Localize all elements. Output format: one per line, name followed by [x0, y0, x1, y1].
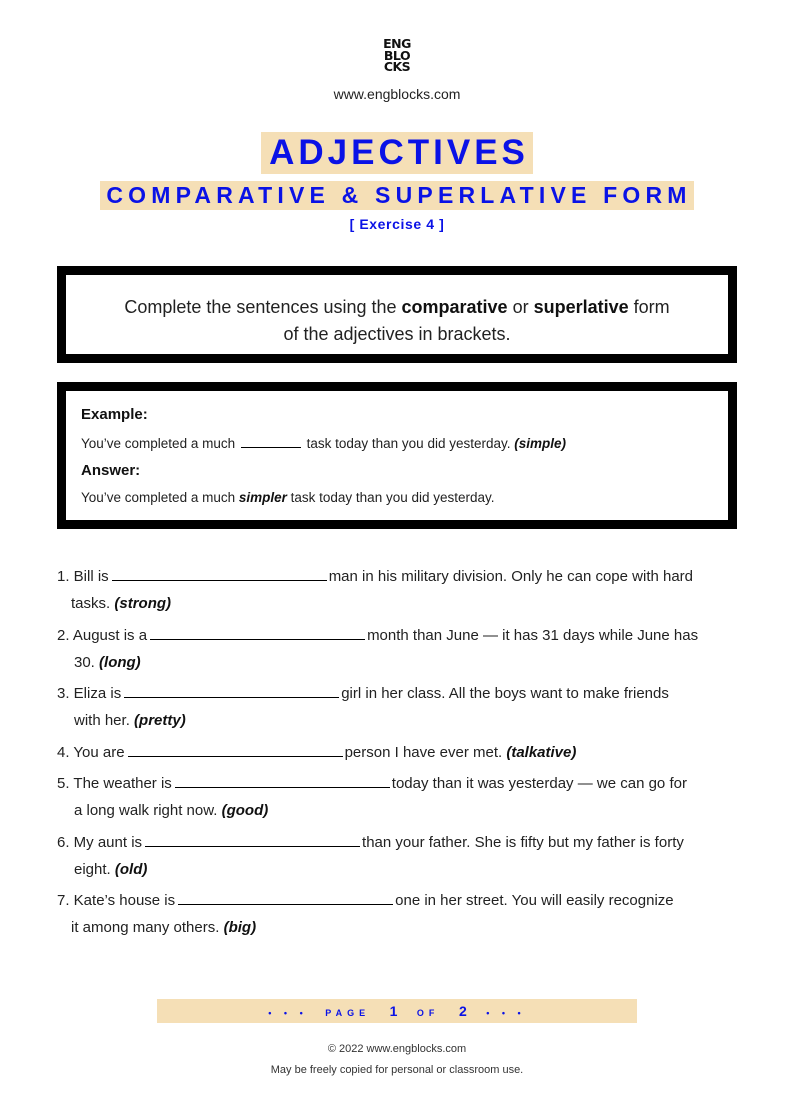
question-text-after: man in his military division. Only he can cope with hard — [328, 568, 694, 585]
footer-of-label: OF — [416, 1008, 440, 1018]
question-hint: (talkative) — [506, 744, 577, 761]
question-text-line2: with her. — [74, 712, 135, 729]
example-after: task today than you did yesterday. — [302, 436, 515, 451]
usage-note: May be freely copied for personal or classroom use. — [270, 1064, 524, 1076]
answer-sentence — [81, 490, 495, 505]
question-text-after: today than it was yesterday — we can go for — [391, 775, 687, 792]
question-text-before: 3. Eliza is — [57, 685, 122, 702]
question-text-after: person I have ever met. — [344, 744, 507, 761]
question-1 — [57, 563, 737, 617]
answer-blank-4[interactable] — [128, 742, 343, 757]
question-hint: (big) — [223, 919, 257, 936]
question-text-before: 1. Bill is — [57, 568, 109, 585]
question-text-after: month than June — it has 31 days while June has — [367, 627, 699, 644]
question-text-before: 7. Kate’s house is — [57, 892, 176, 909]
answer-blank-6[interactable] — [145, 832, 360, 847]
question-text-after: one in her street. You will easily recognize — [395, 892, 674, 909]
answer-blank-5[interactable] — [175, 773, 390, 788]
footer-dots-right: • • • — [486, 1008, 526, 1018]
question-7 — [57, 887, 737, 941]
answer-blank-2[interactable] — [150, 625, 365, 640]
answer-heading: Answer: — [81, 462, 141, 479]
question-text-before: 2. August is a — [57, 627, 148, 644]
engblocks-logo — [372, 38, 422, 73]
question-2 — [57, 622, 737, 676]
example-heading: Example: — [81, 406, 148, 423]
example-blank — [241, 435, 301, 448]
question-text-before: 4. You are — [57, 744, 125, 761]
page-title: ADJECTIVES — [261, 132, 533, 174]
question-text-before: 6. My aunt is — [57, 834, 143, 851]
copyright: © 2022 www.engblocks.com — [327, 1043, 467, 1055]
answer-blank-1[interactable] — [112, 566, 327, 581]
exercise-label: [ Exercise 4 ] — [349, 216, 445, 232]
instructions-text — [66, 294, 728, 348]
question-4 — [57, 739, 737, 766]
answer-before: You’ve completed a much — [81, 490, 239, 505]
question-5 — [57, 770, 737, 824]
footer-dots-left: • • • — [268, 1008, 308, 1018]
instructions-box — [57, 266, 737, 363]
question-3 — [57, 680, 737, 734]
question-text-after: girl in her class. All the boys want to make friends — [341, 685, 669, 702]
question-text-line2: it among many others. — [71, 919, 224, 936]
instructions-superlative: superlative — [533, 297, 629, 317]
question-text-line2: eight. — [74, 861, 115, 878]
example-sentence — [81, 435, 566, 451]
instructions-comparative: comparative — [401, 297, 508, 317]
example-hint: (simple) — [514, 436, 566, 451]
question-6 — [57, 829, 737, 883]
question-hint: (old) — [114, 861, 148, 878]
answer-after: task today than you did yesterday. — [286, 490, 495, 505]
site-url[interactable]: www.engblocks.com — [333, 86, 461, 102]
footer-page-label: PAGE — [325, 1008, 371, 1018]
question-hint: (strong) — [114, 595, 172, 612]
question-text-after: than your father. She is fifty but my father is forty — [362, 834, 684, 851]
question-text-before: 5. The weather is — [57, 775, 172, 792]
total-page-number: 2 — [458, 1003, 467, 1019]
answer-blank-7[interactable] — [178, 890, 393, 905]
instructions-part-2: or — [507, 297, 534, 317]
question-hint: (pretty) — [134, 712, 186, 729]
instructions-part-1: Complete the sentences using the — [124, 297, 402, 317]
example-box — [57, 382, 737, 529]
question-text-line2: a long walk right now. — [74, 802, 222, 819]
question-hint: (long) — [99, 654, 141, 671]
question-text-line2: 30. — [74, 654, 100, 671]
page-subtitle: COMPARATIVE & SUPERLATIVE FORM — [100, 181, 693, 210]
instructions-line-2: of the adjectives in brackets. — [283, 324, 511, 344]
answer-word: simpler — [238, 490, 287, 505]
instructions-part-3: form — [628, 297, 670, 317]
logo-line-1: ENG — [383, 36, 411, 51]
answer-blank-3[interactable] — [124, 683, 339, 698]
logo-line-2: BLO — [383, 47, 411, 63]
example-before: You’ve completed a much — [81, 436, 239, 451]
page-indicator — [157, 999, 637, 1023]
question-hint: (good) — [221, 802, 269, 819]
logo-line-3: CKS — [383, 59, 411, 74]
question-text-line2: tasks. — [71, 595, 115, 612]
current-page-number: 1 — [389, 1003, 398, 1019]
